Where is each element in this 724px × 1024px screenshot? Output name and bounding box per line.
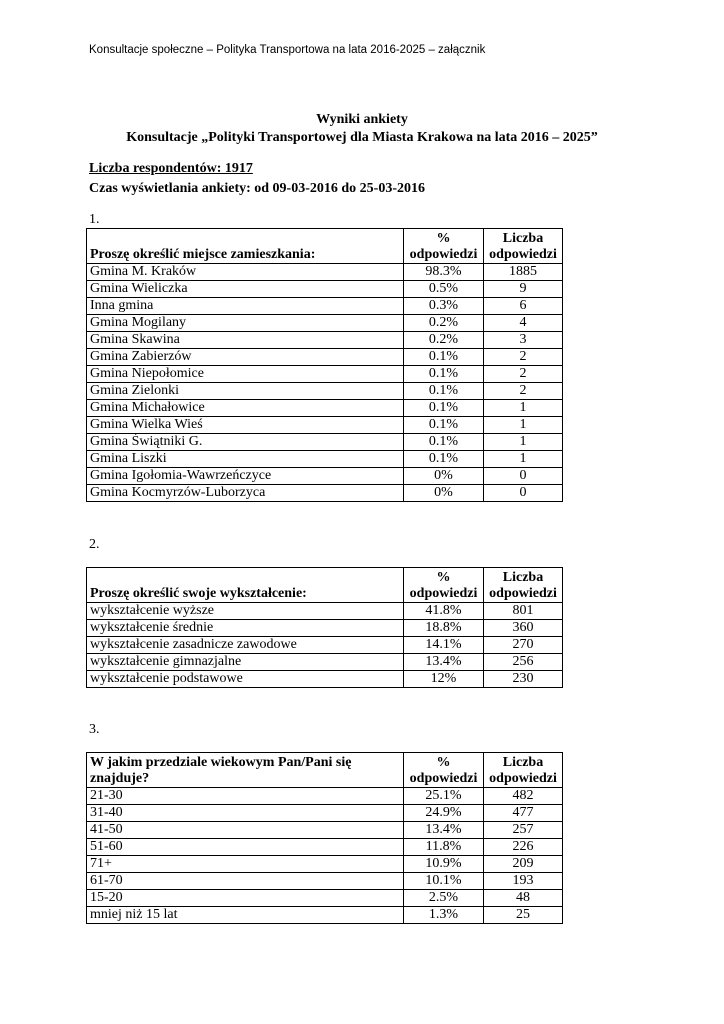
answer-label: Gmina Igołomia-Wawrzeńczyce (87, 468, 404, 485)
table-row (87, 839, 563, 856)
answer-count: 257 (484, 822, 563, 839)
table-row (87, 298, 563, 315)
answer-count: 230 (484, 671, 563, 688)
answer-count: 2 (484, 349, 563, 366)
answer-count: 6 (484, 298, 563, 315)
answer-count: 270 (484, 637, 563, 654)
table-row (87, 434, 563, 451)
answer-label: Gmina Świątniki G. (87, 434, 404, 451)
answer-count: 1 (484, 400, 563, 417)
table-header-row (87, 753, 563, 788)
answer-percent: 18.8% (404, 620, 484, 637)
answer-percent: 0.1% (404, 451, 484, 468)
answer-count: 2 (484, 366, 563, 383)
table-row (87, 281, 563, 298)
answer-percent: 25.1% (404, 788, 484, 805)
table-row (87, 890, 563, 907)
answer-count: 4 (484, 315, 563, 332)
table-row (87, 468, 563, 485)
table-row (87, 671, 563, 688)
table-row (87, 315, 563, 332)
title-line-2: Konsultacje „Polityki Transportowej dla Miasta Krakowa na lata 2016 – 2025” (126, 130, 598, 145)
count-header: Liczba odpowiedzi (484, 753, 563, 788)
answer-percent: 11.8% (404, 839, 484, 856)
answer-count: 25 (484, 907, 563, 924)
question-2-table (86, 567, 563, 688)
answer-count: 477 (484, 805, 563, 822)
answer-label: Gmina Zielonki (87, 383, 404, 400)
answer-percent: 0.1% (404, 366, 484, 383)
answer-label: 51-60 (87, 839, 404, 856)
answer-percent: 12% (404, 671, 484, 688)
answer-count: 226 (484, 839, 563, 856)
answer-label: Gmina M. Kraków (87, 264, 404, 281)
answer-label: wykształcenie zasadnicze zawodowe (87, 637, 404, 654)
answer-count: 209 (484, 856, 563, 873)
question-text: Proszę określić miejsce zamieszkania: (87, 229, 404, 264)
answer-count: 9 (484, 281, 563, 298)
answer-percent: 98.3% (404, 264, 484, 281)
answer-label: Gmina Zabierzów (87, 349, 404, 366)
answer-count: 482 (484, 788, 563, 805)
percent-header: % odpowiedzi (404, 753, 484, 788)
percent-header: % odpowiedzi (404, 568, 484, 603)
answer-count: 0 (484, 468, 563, 485)
answer-count: 256 (484, 654, 563, 671)
question-1-table (86, 228, 563, 502)
table-row (87, 603, 563, 620)
answer-percent: 0.1% (404, 349, 484, 366)
question-2-number: 2. (89, 537, 100, 552)
answer-label: 61-70 (87, 873, 404, 890)
answer-label: Gmina Wieliczka (87, 281, 404, 298)
answer-percent: 0.1% (404, 400, 484, 417)
answer-label: Gmina Niepołomice (87, 366, 404, 383)
answer-count: 0 (484, 485, 563, 502)
answer-label: Gmina Kocmyrzów-Luborzyca (87, 485, 404, 502)
answer-percent: 0% (404, 468, 484, 485)
answer-percent: 0.5% (404, 281, 484, 298)
answer-label: wykształcenie wyższe (87, 603, 404, 620)
answer-label: mniej niż 15 lat (87, 907, 404, 924)
answer-label: 31-40 (87, 805, 404, 822)
answer-count: 48 (484, 890, 563, 907)
title-line-1: Wyniki ankiety (316, 112, 408, 127)
table-row (87, 400, 563, 417)
question-3-number: 3. (89, 722, 100, 737)
answer-count: 1 (484, 451, 563, 468)
answer-label: wykształcenie podstawowe (87, 671, 404, 688)
answer-label: Gmina Liszki (87, 451, 404, 468)
table-row (87, 856, 563, 873)
table-row (87, 451, 563, 468)
answer-percent: 41.8% (404, 603, 484, 620)
answer-label: Gmina Skawina (87, 332, 404, 349)
question-text: W jakim przedziale wiekowym Pan/Pani się znajduje? (87, 753, 404, 788)
question-text: Proszę określić swoje wykształcenie: (87, 568, 404, 603)
answer-percent: 1.3% (404, 907, 484, 924)
answer-percent: 13.4% (404, 822, 484, 839)
table-row (87, 366, 563, 383)
table-row (87, 332, 563, 349)
table-row (87, 805, 563, 822)
table-row (87, 873, 563, 890)
table-row (87, 349, 563, 366)
running-header: Konsultacje społeczne – Polityka Transportowa na lata 2016-2025 – załącznik (89, 44, 486, 56)
answer-percent: 13.4% (404, 654, 484, 671)
table-header-row (87, 568, 563, 603)
respondents-count: Liczba respondentów: 1917 (89, 161, 253, 176)
answer-label: 15-20 (87, 890, 404, 907)
table-row (87, 383, 563, 400)
answer-percent: 0.2% (404, 332, 484, 349)
answer-percent: 10.1% (404, 873, 484, 890)
answer-percent: 0.2% (404, 315, 484, 332)
table-row (87, 822, 563, 839)
question-1-number: 1. (89, 212, 100, 227)
answer-percent: 0.1% (404, 383, 484, 400)
answer-label: Inna gmina (87, 298, 404, 315)
answer-count: 1885 (484, 264, 563, 281)
answer-percent: 24.9% (404, 805, 484, 822)
survey-meta (89, 159, 425, 199)
answer-label: wykształcenie średnie (87, 620, 404, 637)
answer-percent: 10.9% (404, 856, 484, 873)
answer-label: Gmina Wielka Wieś (87, 417, 404, 434)
table-row (87, 485, 563, 502)
answer-count: 360 (484, 620, 563, 637)
table-row (87, 637, 563, 654)
answer-label: Gmina Michałowice (87, 400, 404, 417)
table-row (87, 417, 563, 434)
answer-count: 2 (484, 383, 563, 400)
answer-label: 21-30 (87, 788, 404, 805)
table-header-row (87, 229, 563, 264)
document-title (0, 111, 724, 147)
answer-count: 801 (484, 603, 563, 620)
table-row (87, 788, 563, 805)
answer-count: 1 (484, 417, 563, 434)
answer-label: 71+ (87, 856, 404, 873)
table-row (87, 654, 563, 671)
count-header: Liczba odpowiedzi (484, 568, 563, 603)
answer-count: 193 (484, 873, 563, 890)
answer-percent: 0.1% (404, 417, 484, 434)
answer-percent: 0.1% (404, 434, 484, 451)
display-period: Czas wyświetlania ankiety: od 09-03-2016 do 25-03-2016 (89, 181, 425, 196)
answer-percent: 0.3% (404, 298, 484, 315)
count-header: Liczba odpowiedzi (484, 229, 563, 264)
percent-header: % odpowiedzi (404, 229, 484, 264)
answer-percent: 14.1% (404, 637, 484, 654)
answer-percent: 2.5% (404, 890, 484, 907)
answer-count: 3 (484, 332, 563, 349)
answer-label: 41-50 (87, 822, 404, 839)
table-row (87, 620, 563, 637)
answer-label: Gmina Mogilany (87, 315, 404, 332)
table-row (87, 264, 563, 281)
answer-count: 1 (484, 434, 563, 451)
question-3-table (86, 752, 563, 924)
answer-label: wykształcenie gimnazjalne (87, 654, 404, 671)
answer-percent: 0% (404, 485, 484, 502)
table-row (87, 907, 563, 924)
